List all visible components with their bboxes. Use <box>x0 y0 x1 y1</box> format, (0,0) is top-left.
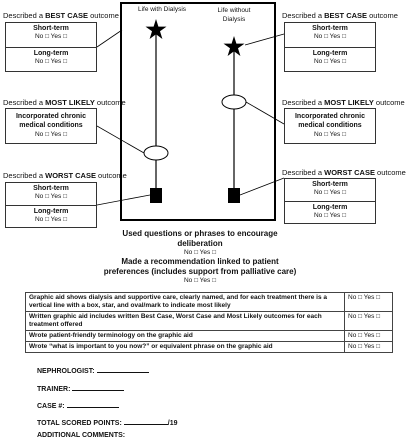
right-worst-short-term-row: Short-term No □ Yes □ <box>285 179 375 202</box>
right-best-short-term-checkboxes[interactable]: No □ Yes □ <box>313 33 347 40</box>
connector-left-best <box>97 30 122 47</box>
checklist-row <box>26 312 393 331</box>
graphic-aid-checklist-table <box>25 292 393 353</box>
left-best-long-term-checkboxes[interactable]: No □ Yes □ <box>34 58 68 65</box>
right-best-long-term-checkboxes[interactable]: No □ Yes □ <box>313 58 347 65</box>
right-worst-short-term-checkboxes[interactable]: No □ Yes □ <box>313 189 347 196</box>
left-chronic-conditions-row: Incorporated chronic medical conditions No □ Yes □ <box>6 109 96 144</box>
trainer-input[interactable] <box>72 384 124 391</box>
life-without-dialysis-label: Life without Dialysis <box>217 7 251 23</box>
right-best-case-heading: Described a BEST CASE outcome <box>282 11 398 20</box>
connector-right-best <box>245 34 284 45</box>
additional-comments-label: ADDITIONAL COMMENTS: <box>37 432 126 439</box>
deliberation-checkboxes[interactable]: No □ Yes □ <box>183 249 217 256</box>
connector-left-worst <box>97 195 150 205</box>
dialysis-worst-case-box-icon <box>150 188 162 203</box>
right-best-short-term-row: Short-term No □ Yes □ <box>285 23 375 48</box>
right-worst-long-term-checkboxes[interactable]: No □ Yes □ <box>313 212 347 219</box>
checklist-item-text: Written graphic aid includes written Best Case, Worst Case and Most Likely outcomes for each treatment offered <box>26 312 345 331</box>
right-worst-case-heading: Described a WORST CASE outcome <box>282 168 406 177</box>
checklist-row <box>26 293 393 312</box>
checklist-item-checkboxes[interactable]: No □ Yes □ <box>345 331 393 342</box>
left-best-short-term-checkboxes[interactable]: No □ Yes □ <box>34 33 68 40</box>
left-best-case-heading: Described a BEST CASE outcome <box>3 11 119 20</box>
checklist-item-checkboxes[interactable]: No □ Yes □ <box>345 312 393 331</box>
case-number-field: CASE #: <box>37 401 119 410</box>
nephrologist-field: NEPHROLOGIST: <box>37 366 149 375</box>
left-worst-short-term-checkboxes[interactable]: No □ Yes □ <box>34 193 68 200</box>
connector-right-worst <box>240 178 284 195</box>
left-worst-short-term-row: Short-term No □ Yes □ <box>6 183 96 206</box>
no-dialysis-worst-case-box-icon <box>228 188 240 203</box>
recommendation-question: Made a recommendation linked to patient preferences (includes support from palliative care) No □ Yes □ <box>70 257 330 284</box>
no-dialysis-most-likely-oval-icon <box>222 95 246 109</box>
left-worst-long-term-checkboxes[interactable]: No □ Yes □ <box>34 216 68 223</box>
checklist-item-text: Graphic aid shows dialysis and supportive care, clearly named, and for each treatment there is a vertical line with a box, star, and oval/mark to indicate most likely <box>26 293 345 312</box>
left-best-long-term-row: Long-term No □ Yes □ <box>6 48 96 72</box>
deliberation-question: Used questions or phrases to encourage deliberation No □ Yes □ <box>100 229 300 256</box>
left-best-short-term-row: Short-term No □ Yes □ <box>6 23 96 48</box>
total-points-field: TOTAL SCORED POINTS: /19 <box>37 420 178 427</box>
left-chronic-conditions-checkboxes[interactable]: No □ Yes □ <box>34 131 68 138</box>
checklist-row <box>26 331 393 342</box>
dialysis-most-likely-oval-icon <box>144 146 168 160</box>
left-most-likely-heading: Described a MOST LIKELY outcome <box>3 98 126 107</box>
life-with-dialysis-label: Life with Dialysis <box>138 6 187 13</box>
trainer-field: TRAINER: <box>37 384 124 393</box>
checklist-item-text: Wrote patient-friendly terminology on the graphic aid <box>26 331 345 342</box>
recommendation-checkboxes[interactable]: No □ Yes □ <box>183 277 217 284</box>
left-worst-long-term-row: Long-term No □ Yes □ <box>6 206 96 228</box>
right-chronic-conditions-checkboxes[interactable]: No □ Yes □ <box>313 131 347 138</box>
right-most-likely-heading: Described a MOST LIKELY outcome <box>282 98 405 107</box>
checklist-item-checkboxes[interactable]: No □ Yes □ <box>345 342 393 353</box>
case-number-input[interactable] <box>67 401 119 408</box>
total-points-input[interactable] <box>124 418 168 425</box>
checklist-item-checkboxes[interactable]: No □ Yes □ <box>345 293 393 312</box>
connector-right-most-likely <box>246 102 284 124</box>
nephrologist-input[interactable] <box>97 366 149 373</box>
checklist-row <box>26 342 393 353</box>
right-worst-long-term-row: Long-term No □ Yes □ <box>285 202 375 224</box>
right-chronic-conditions-row: Incorporated chronic medical conditions No □ Yes □ <box>285 109 375 144</box>
right-best-long-term-row: Long-term No □ Yes □ <box>285 48 375 72</box>
left-worst-case-heading: Described a WORST CASE outcome <box>3 171 127 180</box>
connector-left-most-likely <box>97 126 144 153</box>
checklist-item-text: Wrote “what is important to you now?” or equivalent phrase on the graphic aid <box>26 342 345 353</box>
